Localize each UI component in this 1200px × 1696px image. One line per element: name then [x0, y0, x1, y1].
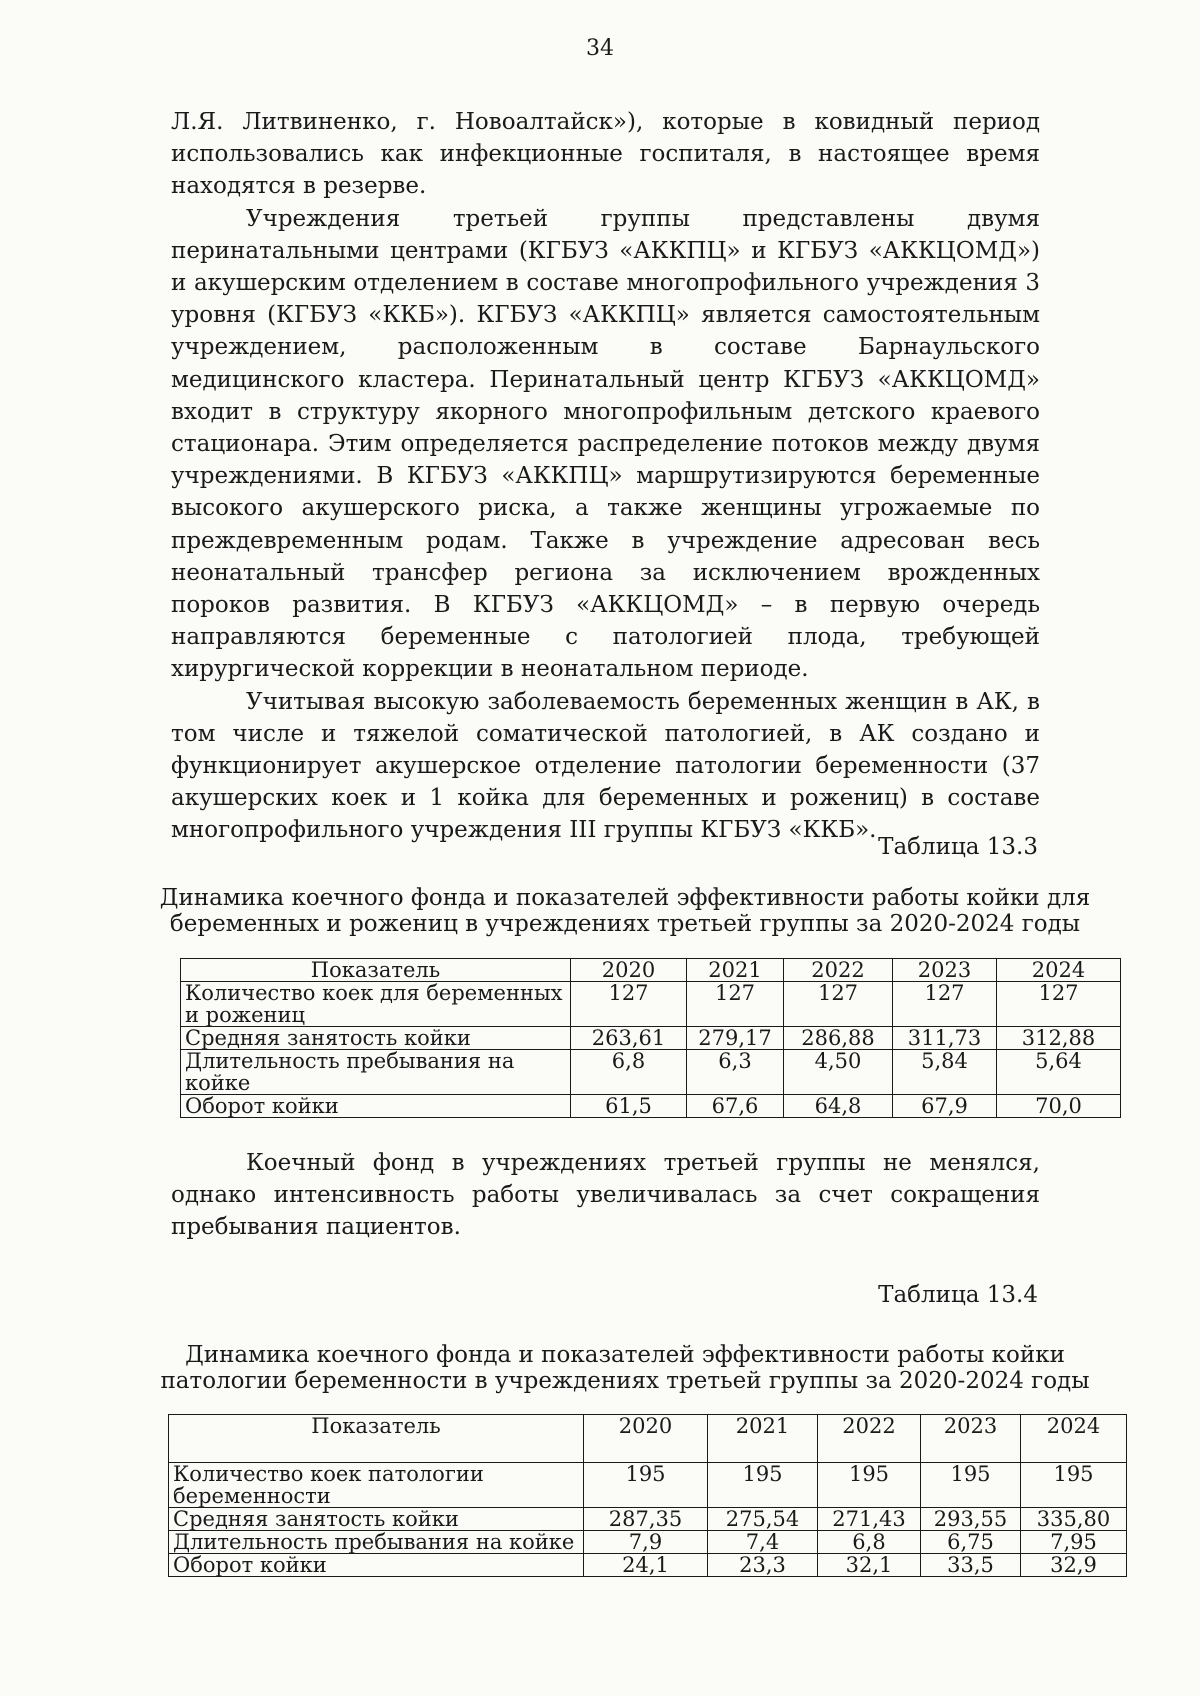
- table-cell: 293,55: [921, 1508, 1021, 1531]
- column-header: 2023: [893, 959, 997, 982]
- table-cell: 286,88: [784, 1027, 893, 1050]
- table-cell: 6,8: [571, 1050, 687, 1095]
- table-row: [169, 1554, 1127, 1577]
- table-cell: 271,43: [818, 1508, 921, 1531]
- column-header: 2024: [1021, 1415, 1127, 1463]
- table-cell: 7,4: [708, 1531, 818, 1554]
- row-label: Количество коек для беременных и рожениц: [181, 982, 571, 1027]
- table-row: [181, 982, 1121, 1027]
- column-header: 2020: [571, 959, 687, 982]
- table-cell: 127: [571, 982, 687, 1027]
- column-header: 2020: [584, 1415, 708, 1463]
- table-cell: 67,6: [687, 1095, 784, 1118]
- table-cell: 32,1: [818, 1554, 921, 1577]
- table-cell: 287,35: [584, 1508, 708, 1531]
- body-text-top: [171, 106, 1040, 847]
- table-cell: 6,75: [921, 1531, 1021, 1554]
- table-header-row: [169, 1415, 1127, 1463]
- table-caption-line: Динамика коечного фонда и показателей эффективности работы койки для: [159, 885, 1091, 911]
- table-cell: 127: [784, 982, 893, 1027]
- table-cell: 7,95: [1021, 1531, 1127, 1554]
- table-header-row: [181, 959, 1121, 982]
- row-label: Оборот койки: [181, 1095, 571, 1118]
- column-header: 2022: [784, 959, 893, 982]
- table-cell: 32,9: [1021, 1554, 1127, 1577]
- table-cell: 127: [687, 982, 784, 1027]
- column-header: Показатель: [181, 959, 571, 982]
- paragraph: Учреждения третьей группы представлены двумя перинатальными центрами (КГБУЗ «АККПЦ» и КГБУЗ «АККЦОМД») и акушерским отделением в составе многопрофильного учреждения 3 уровня (КГБУЗ «ККБ»). КГБУЗ «АККПЦ» является самостоятельным учреждением, расположенным в составе Барнаульского медицинского кластера. Перинатальный центр КГБУЗ «АККЦОМД» входит в структуру якорного многопрофильным детского краевого стационара. Этим определяется распределение потоков между двумя учреждениями. В КГБУЗ «АККПЦ» маршрутизируются беременные высокого акушерского риска, а также женщины угрожаемые по преждевременным родам. Также в учреждение адресован весь неонатальный трансфер региона за исключением врожденных пороков развития. В КГБУЗ «АККЦОМД» – в первую очередь направляются беременные с патологией плода, требующей хирургической коррекции в неонатальном периоде.: [171, 205, 1040, 683]
- table-cell: 279,17: [687, 1027, 784, 1050]
- table-cell: 6,3: [687, 1050, 784, 1095]
- table-caption: [150, 885, 1100, 937]
- row-label: Средняя занятость койки: [181, 1027, 571, 1050]
- table-cell: 312,88: [997, 1027, 1121, 1050]
- table-caption: [150, 1342, 1100, 1394]
- table-cell: 33,5: [921, 1554, 1021, 1577]
- table-cell: 5,64: [997, 1050, 1121, 1095]
- column-header: Показатель: [169, 1415, 584, 1463]
- table-cell: 23,3: [708, 1554, 818, 1577]
- page-number: 34: [586, 36, 614, 61]
- table-cell: 7,9: [584, 1531, 708, 1554]
- column-header: 2021: [708, 1415, 818, 1463]
- table-cell: 335,80: [1021, 1508, 1127, 1531]
- row-label: Оборот койки: [169, 1554, 584, 1577]
- table-row: [169, 1508, 1127, 1531]
- column-header: 2022: [818, 1415, 921, 1463]
- column-header: 2024: [997, 959, 1121, 982]
- body-text-middle: [171, 1147, 1040, 1244]
- row-label: Средняя занятость койки: [169, 1508, 584, 1531]
- table-cell: 4,50: [784, 1050, 893, 1095]
- table-label: Таблица 13.3: [878, 834, 1038, 860]
- table-cell: 195: [818, 1463, 921, 1508]
- table-cell: 70,0: [997, 1095, 1121, 1118]
- table-cell: 195: [708, 1463, 818, 1508]
- row-label: Длительность пребывания на койке: [181, 1050, 571, 1095]
- table-cell: 6,8: [818, 1531, 921, 1554]
- table-cell: 5,84: [893, 1050, 997, 1095]
- table-row: [169, 1531, 1127, 1554]
- paragraph: Л.Я. Литвиненко, г. Новоалтайск»), которые в ковидный период использовались как инфекционные госпиталя, в настоящее время находятся в резерве.: [171, 109, 1040, 200]
- table-row: [169, 1463, 1127, 1508]
- table-cell: 195: [1021, 1463, 1127, 1508]
- paragraph: Учитывая высокую заболеваемость беременных женщин в АК, в том числе и тяжелой соматической патологией, в АК создано и функционирует акушерское отделение патологии беременности (37 акушерских коек и 1 койка для беременных и рожениц) в составе многопрофильного учреждения III группы КГБУЗ «ККБ».: [171, 688, 1040, 844]
- column-header: 2021: [687, 959, 784, 982]
- table-cell: 275,54: [708, 1508, 818, 1531]
- table-caption-line: Динамика коечного фонда и показателей эффективности работы койки: [185, 1342, 1065, 1368]
- table-cell: 127: [893, 982, 997, 1027]
- data-table: [180, 958, 1121, 1118]
- table-cell: 61,5: [571, 1095, 687, 1118]
- table-row: [181, 1027, 1121, 1050]
- row-label: Длительность пребывания на койке: [169, 1531, 584, 1554]
- table-cell: 263,61: [571, 1027, 687, 1050]
- table-cell: 195: [921, 1463, 1021, 1508]
- table-cell: 127: [997, 982, 1121, 1027]
- table-cell: 311,73: [893, 1027, 997, 1050]
- paragraph: Коечный фонд в учреждениях третьей группы не менялся, однако интенсивность работы увеличивалась за счет сокращения пребывания пациентов.: [171, 1150, 1040, 1241]
- row-label: Количество коек патологии беременности: [169, 1463, 584, 1508]
- table-cell: 24,1: [584, 1554, 708, 1577]
- table-caption-line: беременных и рожениц в учреждениях третьей группы за 2020-2024 годы: [169, 911, 1081, 937]
- table-cell: 64,8: [784, 1095, 893, 1118]
- table-row: [181, 1095, 1121, 1118]
- table-cell: 195: [584, 1463, 708, 1508]
- table-label: Таблица 13.4: [878, 1282, 1038, 1308]
- column-header: 2023: [921, 1415, 1021, 1463]
- table-row: [181, 1050, 1121, 1095]
- table-cell: 67,9: [893, 1095, 997, 1118]
- data-table: [168, 1414, 1127, 1577]
- table-caption-line: патологии беременности в учреждениях третьей группы за 2020-2024 годы: [160, 1368, 1090, 1394]
